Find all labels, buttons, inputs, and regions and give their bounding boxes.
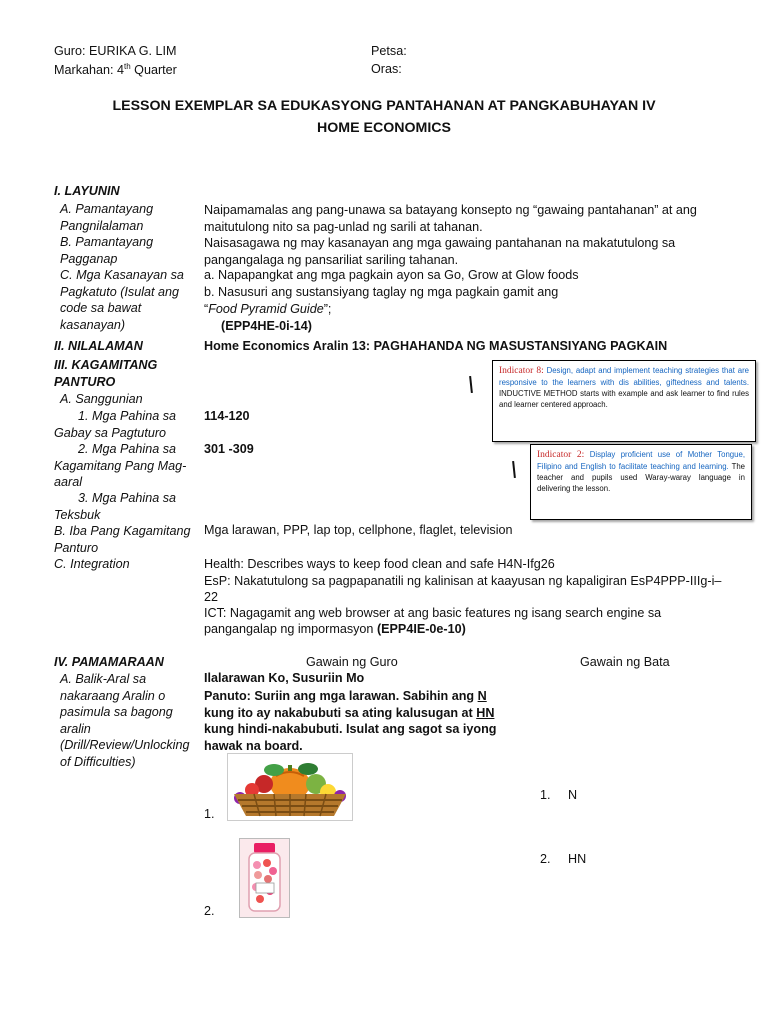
indicator-2-box: Indicator 2: Display proficient use of Mother Tongue, Filipino and English to facilitate teaching and learning. The teacher and pupils used Waray-waray language in delivering the lesson.: [530, 444, 752, 520]
integration-esp-2: 22: [204, 590, 219, 604]
layunin-a-label: A. Pamantayang Pangnilalaman: [60, 202, 154, 233]
integration-ict-2: pangangalap ng impormasyon (EPP4IE-0e-10): [204, 622, 466, 636]
balik-aral-label: A. Balik-Aral sa nakaraang Aralin o pasimula sa bagong aralin (Drill/Review/Unlocking of Difficulties): [60, 672, 190, 769]
petsa-label: Petsa:: [371, 44, 407, 58]
pahina-kagamitan-value: 301 -309: [204, 442, 254, 456]
annotation-mark-2: [512, 461, 516, 478]
integration-health: Health: Describes ways to keep food clean and safe H4N-Ifg26: [204, 557, 555, 571]
layunin-c-item-a: a. Napapangkat ang mga pagkain ayon sa Go, Grow at Glow foods: [204, 268, 579, 282]
pahina-gabay-label: 1. Mga Pahina sa Gabay sa Pagtuturo: [54, 409, 177, 440]
pahina-kagamitan-label: 2. Mga Pahina sa Kagamitang Pang Mag-aaral: [54, 442, 187, 490]
basket-image: [227, 753, 353, 821]
sanggunian-label: A. Sanggunian: [60, 392, 143, 406]
answer-1: 1. N: [540, 788, 578, 802]
activity-title: Ilalarawan Ko, Susuriin Mo: [204, 671, 365, 685]
annotation-mark-1: [469, 376, 473, 393]
iba-pang-kagamitan-label: B. Iba Pang Kagamitang Panturo: [54, 524, 191, 555]
page-subtitle: HOME ECONOMICS: [317, 120, 451, 136]
integration-label: C. Integration: [54, 557, 130, 571]
layunin-code: (EPP4HE-0i-14): [221, 319, 312, 333]
layunin-a-text: Naipamamalas ang pang-unawa sa batayang konsepto ng “gawaing pantahanan” at ang maitutulong nito sa pag-unlad ng sarili at tahanan.: [204, 203, 697, 234]
page-title: LESSON EXEMPLAR SA EDUKASYONG PANTAHANAN AT PANGKABUHAYAN IV: [112, 98, 656, 114]
nilalaman-text: Home Economics Aralin 13: PAGHAHANDA NG MASUSTANSIYANG PAGKAIN: [204, 339, 668, 353]
answer-2: 2. HN: [540, 852, 587, 866]
integration-ict-1: ICT: Nagagamit ang web browser at ang basic features ng isang search engine sa: [204, 606, 662, 620]
food-pyramid-guide: “Food Pyramid Guide”;: [204, 302, 332, 316]
pamamaraan-heading: IV. PAMAMARAAN: [54, 655, 164, 669]
layunin-heading: I. LAYUNIN: [54, 184, 120, 198]
item-1-number: 1.: [204, 807, 215, 821]
candy-jar-image: [239, 838, 290, 918]
oras-label: Oras:: [371, 62, 402, 76]
panuto-text: Panuto: Suriin ang mga larawan. Sabihin ang N kung ito ay nakabubuti sa ating kalusugan at HN kung hindi-nakabubuti. Isulat ang sagot sa iyong hawak na board.: [204, 689, 497, 753]
gawain-guro-header: Gawain ng Guro: [306, 655, 398, 669]
kagamitan-heading: III. KAGAMITANG PANTURO: [54, 358, 158, 389]
item-2-number: 2.: [204, 904, 215, 918]
iba-pang-kagamitan-value: Mga larawan, PPP, lap top, cellphone, flaglet, television: [204, 523, 513, 537]
markahan-label: Markahan: 4th Quarter: [54, 62, 177, 78]
pahina-gabay-value: 114-120: [204, 409, 250, 423]
layunin-b-text: Naisasagawa ng may kasanayan ang mga gawaing pantahanan na makatutulong sa pangangalaga ng pansariliat sariling tahanan.: [204, 236, 676, 267]
gawain-bata-header: Gawain ng Bata: [580, 655, 670, 669]
layunin-c-item-b: b. Nasusuri ang sustansiyang taglay ng mga pagkain gamit ang: [204, 285, 559, 299]
pahina-teksbuk-label: 3. Mga Pahina sa Teksbuk: [54, 491, 177, 522]
guro-label: Guro: EURIKA G. LIM: [54, 44, 177, 58]
indicator-8-box: Indicator 8: Design, adapt and implement teaching strategies that are responsive to the learners with dis abilities, giftedness and talents. INDUCTIVE METHOD starts with example and ask learner to find rules and learner centered approach.: [492, 360, 756, 442]
nilalaman-heading: II. NILALAMAN: [54, 339, 143, 353]
layunin-b-label: B. Pamantayang Pagganap: [60, 235, 154, 266]
integration-esp-1: EsP: Nakatutulong sa pagpapanatili ng kalinisan at kaayusan ng kapaligiran EsP4PPP-IIIg-i–: [204, 574, 722, 588]
layunin-c-label: C. Mga Kasanayan sa Pagkatuto (Isulat ang code sa bawat kasanayan): [60, 268, 184, 332]
